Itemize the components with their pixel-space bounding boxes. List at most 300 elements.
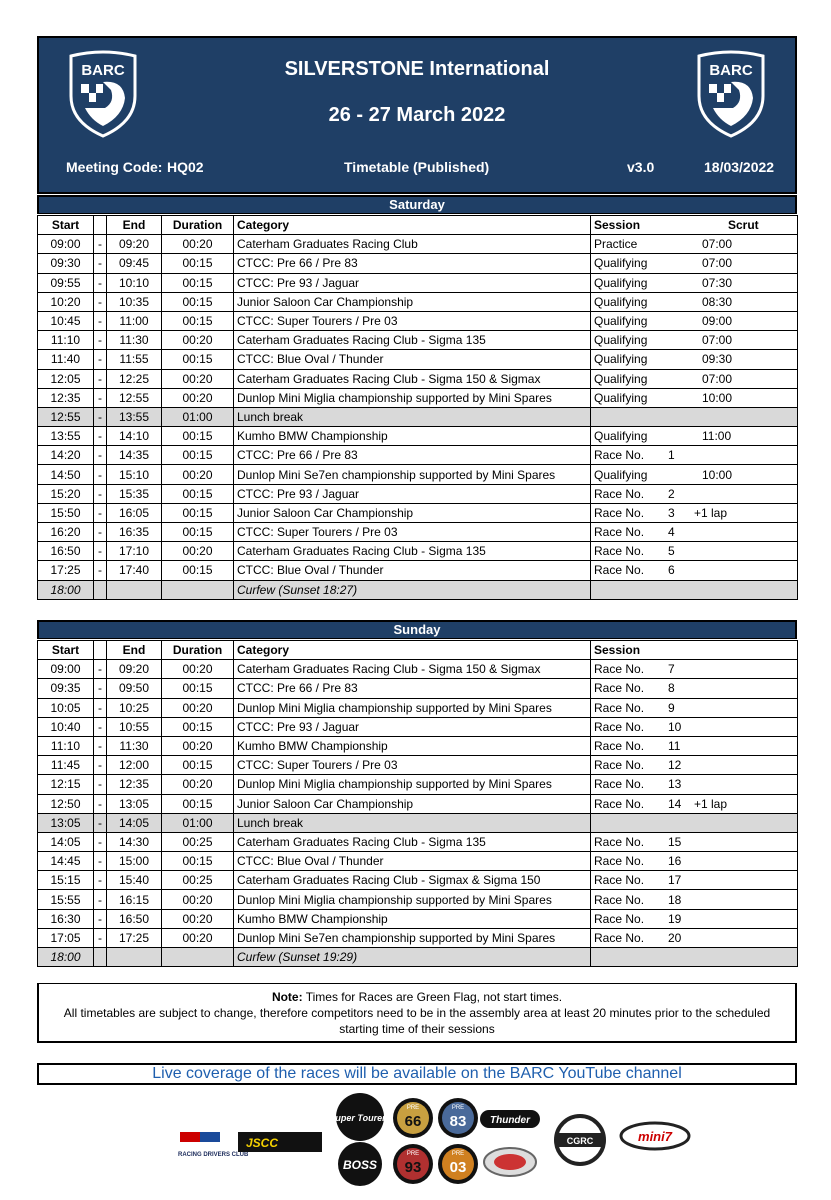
session-row — [38, 909, 798, 928]
note-line-1: Times for Races are Green Flag, not start times. — [302, 990, 563, 1004]
note-line-2: All timetables are subject to change, therefore competitors need to be in the assembly area at least 20 minutes prior to the scheduled starting time of their sessions — [63, 1006, 771, 1036]
venue-title: SILVERSTONE International — [284, 58, 550, 80]
end-time: 10:10 — [107, 273, 162, 292]
category: CTCC: Super Tourers / Pre 03 — [234, 523, 591, 542]
lunch-break-row — [38, 813, 798, 832]
sunday-timetable — [37, 640, 798, 967]
dash-cell: - — [94, 717, 107, 736]
cgrc-text: CGRC — [566, 1136, 594, 1146]
start-time: 09:00 — [38, 235, 94, 254]
race-number: 6 — [668, 563, 675, 578]
session-cell — [591, 331, 798, 350]
duration: 00:15 — [162, 292, 234, 311]
start-time: 17:25 — [38, 561, 94, 580]
start-time: 14:45 — [38, 852, 94, 871]
duration-header: Duration — [162, 216, 234, 235]
start-time: 18:00 — [38, 580, 94, 599]
session-row — [38, 775, 798, 794]
lunch-break-row — [38, 407, 798, 426]
extra-lap: +1 lap — [694, 505, 728, 520]
duration: 00:15 — [162, 852, 234, 871]
session-cell — [591, 484, 798, 503]
end-header: End — [107, 641, 162, 660]
session-row — [38, 832, 798, 851]
session-type: Race No. — [594, 834, 645, 849]
session-header — [591, 641, 798, 660]
race-number: 9 — [668, 700, 675, 715]
duration: 00:20 — [162, 736, 234, 755]
session-cell — [591, 235, 798, 254]
race-number: 17 — [668, 873, 682, 888]
dash-cell: - — [94, 503, 107, 522]
end-time: 09:20 — [107, 235, 162, 254]
start-time: 14:05 — [38, 832, 94, 851]
session-row — [38, 350, 798, 369]
thunder-text: Thunder — [490, 1115, 530, 1126]
dash-cell: - — [94, 311, 107, 330]
start-time: 09:55 — [38, 273, 94, 292]
duration: 00:20 — [162, 465, 234, 484]
category: Dunlop Mini Miglia championship supported by Mini Spares — [234, 388, 591, 407]
start-time: 18:00 — [38, 948, 94, 967]
duration: 00:20 — [162, 388, 234, 407]
day-header-sunday: Sunday — [37, 620, 797, 639]
end-time: 15:10 — [107, 465, 162, 484]
start-time: 16:30 — [38, 909, 94, 928]
category: CTCC: Blue Oval / Thunder — [234, 561, 591, 580]
session-cell — [591, 717, 798, 736]
dash-cell: - — [94, 909, 107, 928]
end-time: 13:55 — [107, 407, 162, 426]
blue-oval-logo — [484, 1148, 536, 1176]
dash-cell: - — [94, 388, 107, 407]
duration: 00:15 — [162, 427, 234, 446]
duration: 01:00 — [162, 407, 234, 426]
session-cell — [591, 948, 798, 967]
dash-cell: - — [94, 852, 107, 871]
start-time: 10:45 — [38, 311, 94, 330]
category: CTCC: Pre 66 / Pre 83 — [234, 254, 591, 273]
session-type: Race No. — [594, 563, 645, 578]
session-row — [38, 503, 798, 522]
category: Kumho BMW Championship — [234, 427, 591, 446]
scrut-time: 11:00 — [702, 429, 732, 444]
race-number: 7 — [668, 662, 675, 677]
column-header-row — [38, 641, 798, 660]
category: CTCC: Pre 93 / Jaguar — [234, 717, 591, 736]
race-number: 5 — [668, 544, 675, 559]
session-type: Race No. — [594, 544, 645, 559]
dash-cell: - — [94, 254, 107, 273]
session-type: Race No. — [594, 911, 645, 926]
super-tourers-logo — [329, 1093, 390, 1141]
session-row — [38, 235, 798, 254]
session-cell — [591, 407, 798, 426]
category: Junior Saloon Car Championship — [234, 503, 591, 522]
start-header: Start — [38, 641, 94, 660]
duration: 01:00 — [162, 813, 234, 832]
super-tourers-text: Super Tourers — [329, 1113, 391, 1123]
session-cell — [591, 871, 798, 890]
category: Caterham Graduates Racing Club — [234, 235, 591, 254]
start-time: 14:50 — [38, 465, 94, 484]
duration: 00:20 — [162, 909, 234, 928]
kumho-text: RACING DRIVERS CLUB — [178, 1152, 249, 1158]
dash-cell: - — [94, 813, 107, 832]
start-time: 12:55 — [38, 407, 94, 426]
pre93-logo — [393, 1144, 433, 1184]
session-cell — [591, 427, 798, 446]
end-time: 10:55 — [107, 717, 162, 736]
start-time: 12:05 — [38, 369, 94, 388]
boss-text: BOSS — [342, 1158, 378, 1172]
session-cell — [591, 736, 798, 755]
race-number: 20 — [668, 930, 682, 945]
session-row — [38, 852, 798, 871]
logo-text: BARC — [709, 62, 753, 79]
duration — [162, 580, 234, 599]
category: Kumho BMW Championship — [234, 909, 591, 928]
end-time: 12:25 — [107, 369, 162, 388]
end-time: 16:05 — [107, 503, 162, 522]
note-label: Note: — [271, 990, 303, 1004]
end-time: 11:00 — [107, 311, 162, 330]
session-type: Race No. — [594, 700, 645, 715]
thunder-logo — [480, 1110, 540, 1128]
session-type: Race No. — [594, 796, 645, 811]
session-header — [591, 216, 798, 235]
end-time: 12:55 — [107, 388, 162, 407]
session-cell — [591, 852, 798, 871]
session-cell — [591, 273, 798, 292]
duration: 00:15 — [162, 717, 234, 736]
start-time: 15:50 — [38, 503, 94, 522]
session-row — [38, 311, 798, 330]
session-row — [38, 542, 798, 561]
saturday-timetable — [37, 215, 798, 600]
start-time: 09:00 — [38, 660, 94, 679]
session-row — [38, 698, 798, 717]
end-time: 12:35 — [107, 775, 162, 794]
scrut-time: 10:00 — [702, 390, 733, 405]
end-time: 11:30 — [107, 736, 162, 755]
duration: 00:20 — [162, 235, 234, 254]
end-time: 16:50 — [107, 909, 162, 928]
dash-cell: - — [94, 698, 107, 717]
duration: 00:15 — [162, 756, 234, 775]
session-row — [38, 717, 798, 736]
category: CTCC: Super Tourers / Pre 03 — [234, 756, 591, 775]
category: CTCC: Pre 93 / Jaguar — [234, 273, 591, 292]
dash-cell: - — [94, 484, 107, 503]
category-header: Category — [234, 641, 591, 660]
session-cell — [591, 254, 798, 273]
pre03-logo — [438, 1144, 478, 1184]
dash-cell: - — [94, 235, 107, 254]
header-banner — [37, 36, 797, 194]
dash-cell: - — [94, 427, 107, 446]
session-label: Session — [594, 218, 641, 233]
race-number: 14 — [668, 796, 682, 811]
session-row — [38, 794, 798, 813]
category: Caterham Graduates Racing Club - Sigma 150 & Sigmax — [234, 369, 591, 388]
dash-cell: - — [94, 465, 107, 484]
session-cell — [591, 928, 798, 947]
duration — [162, 948, 234, 967]
session-cell — [591, 794, 798, 813]
end-time: 15:40 — [107, 871, 162, 890]
dash-cell: - — [94, 871, 107, 890]
session-cell — [591, 446, 798, 465]
column-header-row — [38, 216, 798, 235]
end-time: 14:30 — [107, 832, 162, 851]
session-type: Race No. — [594, 486, 645, 501]
sponsor-logos — [0, 1092, 831, 1192]
session-type: Race No. — [594, 505, 645, 520]
curfew-row — [38, 948, 798, 967]
scrut-time: 07:00 — [702, 256, 733, 271]
duration: 00:20 — [162, 890, 234, 909]
end-time: 14:35 — [107, 446, 162, 465]
published-date: 18/03/2022 — [704, 159, 775, 175]
dash-header — [94, 641, 107, 660]
curfew-row — [38, 580, 798, 599]
end-time: 13:05 — [107, 794, 162, 813]
race-number: 13 — [668, 777, 682, 792]
duration: 00:15 — [162, 254, 234, 273]
mini7-text: mini7 — [638, 1129, 672, 1144]
category-header: Category — [234, 216, 591, 235]
pre66-label: PRE — [406, 1105, 420, 1111]
duration: 00:20 — [162, 660, 234, 679]
cgrc-logo — [556, 1116, 604, 1164]
scrut-time: 07:00 — [702, 237, 733, 252]
start-time: 13:05 — [38, 813, 94, 832]
session-row — [38, 484, 798, 503]
session-cell — [591, 679, 798, 698]
duration: 00:20 — [162, 369, 234, 388]
end-time: 14:05 — [107, 813, 162, 832]
session-type: Race No. — [594, 681, 645, 696]
session-row — [38, 871, 798, 890]
session-cell — [591, 311, 798, 330]
event-dates: 26 - 27 March 2022 — [328, 104, 506, 126]
dash-cell: - — [94, 794, 107, 813]
youtube-coverage-banner[interactable]: Live coverage of the races will be available on the BARC YouTube channel — [37, 1063, 797, 1085]
end-header: End — [107, 216, 162, 235]
session-row — [38, 736, 798, 755]
jscc-text: JSCC — [246, 1136, 279, 1150]
session-type: Race No. — [594, 758, 645, 773]
category: Junior Saloon Car Championship — [234, 794, 591, 813]
end-time — [107, 948, 162, 967]
session-type: Race No. — [594, 930, 645, 945]
dash-cell: - — [94, 660, 107, 679]
race-number: 10 — [668, 719, 682, 734]
category: Kumho BMW Championship — [234, 736, 591, 755]
barc-logo-right — [693, 50, 769, 138]
dash-cell — [94, 580, 107, 599]
duration: 00:15 — [162, 311, 234, 330]
timetable-status: Timetable (Published) — [344, 159, 490, 175]
category: Caterham Graduates Racing Club - Sigmax & Sigma 150 — [234, 871, 591, 890]
dash-cell: - — [94, 928, 107, 947]
start-time: 16:20 — [38, 523, 94, 542]
duration: 00:15 — [162, 446, 234, 465]
session-row — [38, 273, 798, 292]
scrut-time: 10:00 — [702, 467, 733, 482]
session-label: Session — [594, 643, 641, 658]
category: CTCC: Blue Oval / Thunder — [234, 350, 591, 369]
category: Caterham Graduates Racing Club - Sigma 150 & Sigmax — [234, 660, 591, 679]
category: Dunlop Mini Se7en championship supported by Mini Spares — [234, 928, 591, 947]
dash-cell — [94, 948, 107, 967]
session-row — [38, 292, 798, 311]
session-row — [38, 446, 798, 465]
session-type: Race No. — [594, 662, 645, 677]
session-cell — [591, 503, 798, 522]
session-row — [38, 331, 798, 350]
end-time: 09:45 — [107, 254, 162, 273]
session-cell — [591, 775, 798, 794]
race-number: 18 — [668, 892, 682, 907]
start-time: 11:45 — [38, 756, 94, 775]
session-type: Race No. — [594, 719, 645, 734]
scrut-time: 09:00 — [702, 314, 733, 329]
category: CTCC: Blue Oval / Thunder — [234, 852, 591, 871]
duration: 00:15 — [162, 523, 234, 542]
session-cell — [591, 542, 798, 561]
race-number: 2 — [668, 486, 675, 501]
session-row — [38, 465, 798, 484]
end-time: 15:00 — [107, 852, 162, 871]
category: Curfew (Sunset 19:29) — [234, 948, 591, 967]
category: CTCC: Pre 93 / Jaguar — [234, 484, 591, 503]
start-time: 14:20 — [38, 446, 94, 465]
duration: 00:15 — [162, 273, 234, 292]
start-time: 15:20 — [38, 484, 94, 503]
race-number: 3 — [668, 505, 675, 520]
start-time: 12:15 — [38, 775, 94, 794]
dash-cell: - — [94, 446, 107, 465]
duration: 00:20 — [162, 928, 234, 947]
session-row — [38, 369, 798, 388]
session-cell — [591, 292, 798, 311]
race-number: 12 — [668, 758, 682, 773]
category: Dunlop Mini Miglia championship supported by Mini Spares — [234, 890, 591, 909]
start-time: 09:35 — [38, 679, 94, 698]
session-cell — [591, 580, 798, 599]
category: Lunch break — [234, 407, 591, 426]
start-time: 15:15 — [38, 871, 94, 890]
scrut-time: 09:30 — [702, 352, 733, 367]
end-time: 10:35 — [107, 292, 162, 311]
day-header-saturday: Saturday — [37, 195, 797, 214]
session-type: Race No. — [594, 525, 645, 540]
dash-cell: - — [94, 369, 107, 388]
race-number: 19 — [668, 911, 682, 926]
dash-cell: - — [94, 890, 107, 909]
pre83-label: PRE — [451, 1105, 465, 1111]
category: Dunlop Mini Miglia championship supported by Mini Spares — [234, 775, 591, 794]
race-number: 11 — [668, 739, 681, 754]
dash-cell: - — [94, 350, 107, 369]
dash-cell: - — [94, 542, 107, 561]
session-cell — [591, 369, 798, 388]
end-time — [107, 580, 162, 599]
duration: 00:25 — [162, 871, 234, 890]
end-time: 11:55 — [107, 350, 162, 369]
session-cell — [591, 890, 798, 909]
meeting-code-label: Meeting Code: — [66, 159, 163, 175]
category: Junior Saloon Car Championship — [234, 292, 591, 311]
duration: 00:15 — [162, 561, 234, 580]
dash-cell: - — [94, 832, 107, 851]
end-time: 17:10 — [107, 542, 162, 561]
session-cell — [591, 756, 798, 775]
session-row — [38, 928, 798, 947]
dash-cell: - — [94, 775, 107, 794]
session-type: Race No. — [594, 873, 645, 888]
session-cell — [591, 698, 798, 717]
timetable-note — [37, 983, 797, 1043]
category: Caterham Graduates Racing Club - Sigma 135 — [234, 832, 591, 851]
dash-cell: - — [94, 331, 107, 350]
duration: 00:20 — [162, 698, 234, 717]
session-row — [38, 561, 798, 580]
category: Dunlop Mini Se7en championship supported by Mini Spares — [234, 465, 591, 484]
session-type: Qualifying — [594, 294, 648, 309]
jscc-logo — [238, 1132, 322, 1152]
start-time: 11:10 — [38, 331, 94, 350]
end-time: 15:35 — [107, 484, 162, 503]
end-time: 14:10 — [107, 427, 162, 446]
end-time: 16:35 — [107, 523, 162, 542]
boss-logo — [338, 1142, 382, 1186]
start-time: 13:55 — [38, 427, 94, 446]
race-number: 4 — [668, 525, 675, 540]
session-row — [38, 523, 798, 542]
session-type: Race No. — [594, 448, 645, 463]
logo-text: BARC — [81, 62, 125, 79]
start-time: 11:10 — [38, 736, 94, 755]
session-row — [38, 756, 798, 775]
category: CTCC: Super Tourers / Pre 03 — [234, 311, 591, 330]
dash-cell: - — [94, 292, 107, 311]
category: Curfew (Sunset 18:27) — [234, 580, 591, 599]
session-row — [38, 679, 798, 698]
duration: 00:15 — [162, 679, 234, 698]
end-time: 11:30 — [107, 331, 162, 350]
session-cell — [591, 465, 798, 484]
duration: 00:15 — [162, 484, 234, 503]
session-type: Qualifying — [594, 256, 648, 271]
start-time: 10:20 — [38, 292, 94, 311]
session-cell — [591, 909, 798, 928]
mini7-logo — [621, 1123, 689, 1149]
duration: 00:15 — [162, 350, 234, 369]
start-header: Start — [38, 216, 94, 235]
session-row — [38, 427, 798, 446]
session-row — [38, 254, 798, 273]
dash-cell: - — [94, 273, 107, 292]
start-time: 10:40 — [38, 717, 94, 736]
start-time: 11:40 — [38, 350, 94, 369]
end-time: 17:40 — [107, 561, 162, 580]
session-cell — [591, 350, 798, 369]
duration: 00:20 — [162, 331, 234, 350]
session-type: Qualifying — [594, 390, 648, 405]
